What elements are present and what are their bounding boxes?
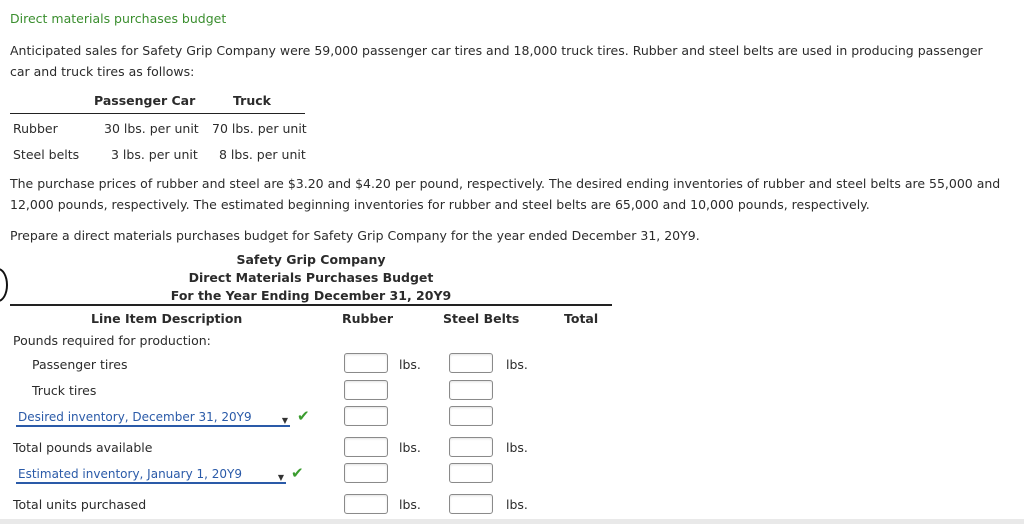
usage-row-steel-truck: 8 lbs. per unit (219, 147, 306, 162)
desired-inventory-rubber-input[interactable] (344, 406, 388, 426)
desired-inventory-select[interactable] (16, 409, 290, 427)
usage-row-rubber-truck: 70 lbs. per unit (212, 121, 307, 136)
estimated-inventory-steel-input[interactable] (449, 463, 493, 483)
unit-label: lbs. (399, 440, 421, 455)
total-available-steel-input[interactable] (449, 437, 493, 457)
bottom-scroll-strip (0, 519, 1024, 524)
usage-header-passenger: Passenger Car (94, 93, 196, 108)
usage-header-rule (10, 113, 305, 114)
section-heading: Direct materials purchases budget (10, 11, 227, 26)
total-purchased-rubber-input[interactable] (344, 494, 388, 514)
budget-header-rule (10, 304, 612, 306)
intro-paragraph: Anticipated sales for Safety Grip Company were 59,000 passenger car tires and 18,000 truck tires. Rubber and steel belts are used in producing passenger car and truck tires as follows: (10, 43, 983, 79)
budget-title: Direct Materials Purchases Budget (188, 270, 434, 285)
row-total-units-purchased: Total units purchased (13, 497, 147, 512)
usage-row-rubber-label: Rubber (13, 121, 58, 136)
passenger-tires-rubber-input[interactable] (344, 353, 388, 373)
row-pounds-required: Pounds required for production: (13, 333, 211, 348)
total-purchased-steel-input[interactable] (449, 494, 493, 514)
usage-row-steel-label: Steel belts (13, 147, 80, 162)
truck-tires-steel-input[interactable] (449, 380, 493, 400)
unit-label: lbs. (399, 497, 421, 512)
prices-paragraph: The purchase prices of rubber and steel are $3.20 and $4.20 per pound, respectively. The desired ending inventories of rubber and steel belts are 55,000 and 12,000 pounds, respectively. The estimated beginning inventories for rubber and steel belts are 65,000 and 10,000 pounds, respectively. (10, 176, 1001, 212)
instruction-text: Prepare a direct materials purchases budget for Safety Grip Company for the year ended December 31, 20Y9. (10, 228, 700, 243)
row-passenger-tires: Passenger tires (32, 357, 128, 372)
correct-check-icon: ✔ (291, 464, 304, 482)
row-total-pounds-available: Total pounds available (13, 440, 153, 455)
column-rubber: Rubber (342, 311, 394, 326)
column-steel-belts: Steel Belts (443, 311, 520, 326)
total-available-rubber-input[interactable] (344, 437, 388, 457)
correct-check-icon: ✔ (297, 407, 310, 425)
dropdown-caret-icon: ▼ (277, 473, 284, 482)
budget-period: For the Year Ending December 31, 20Y9 (170, 288, 452, 303)
row-truck-tires: Truck tires (32, 383, 97, 398)
truck-tires-rubber-input[interactable] (344, 380, 388, 400)
unit-label: lbs. (506, 497, 528, 512)
estimated-inventory-select[interactable] (16, 466, 286, 484)
estimated-inventory-select-value: Estimated inventory, January 1, 20Y9 (18, 467, 242, 481)
partial-left-bracket (0, 268, 8, 302)
desired-inventory-select-value: Desired inventory, December 31, 20Y9 (18, 410, 252, 424)
dropdown-caret-icon: ▼ (281, 416, 288, 425)
usage-header-truck: Truck (233, 93, 271, 108)
usage-row-steel-passenger: 3 lbs. per unit (111, 147, 198, 162)
column-description: Line Item Description (91, 311, 243, 326)
unit-label: lbs. (506, 440, 528, 455)
passenger-tires-steel-input[interactable] (449, 353, 493, 373)
unit-label: lbs. (506, 357, 528, 372)
budget-company: Safety Grip Company (236, 252, 386, 267)
desired-inventory-steel-input[interactable] (449, 406, 493, 426)
estimated-inventory-rubber-input[interactable] (344, 463, 388, 483)
unit-label: lbs. (399, 357, 421, 372)
column-total: Total (564, 311, 599, 326)
usage-row-rubber-passenger: 30 lbs. per unit (104, 121, 199, 136)
